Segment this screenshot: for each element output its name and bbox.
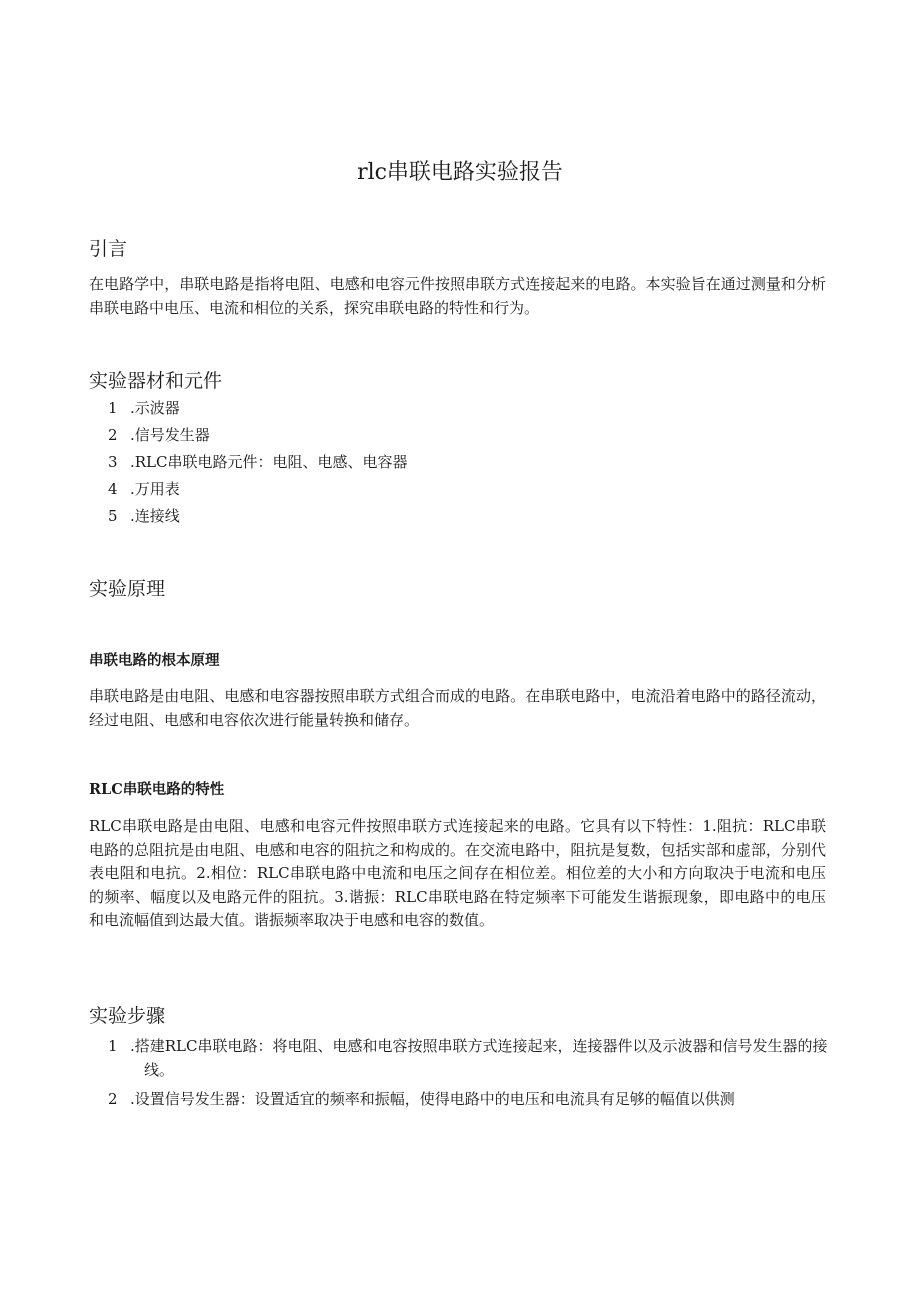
list-item (108, 478, 828, 502)
list-item-number: 3 (108, 453, 118, 471)
list-item (108, 397, 828, 421)
heading-steps: 实验步骤 (89, 1005, 166, 1027)
list-item-number: 4 (108, 480, 118, 498)
subheading-rlc-characteristics: RLC串联电路的特性 (89, 781, 225, 798)
step-number: 1 (108, 1037, 118, 1055)
step-text: .搭建RLC串联电路：将电阻、电感和电容按照串联方式连接起来，连接器件以及示波器和信号发生器的接线。 (130, 1037, 828, 1079)
list-item-number: 5 (108, 507, 118, 525)
list-item-text: .连接线 (130, 507, 180, 525)
document-title: rlc串联电路实验报告 (357, 160, 563, 185)
list-item-text: .万用表 (130, 480, 180, 498)
paragraph-intro: 在电路学中，串联电路是指将电阻、电感和电容元件按照串联方式连接起来的电路。本实验旨在通过测量和分析串联电路中电压、电流和相位的关系，探究串联电路的特性和行为。 (89, 275, 826, 317)
step-item (108, 1034, 828, 1082)
list-item (108, 424, 828, 448)
list-item (108, 505, 828, 529)
list-item-text: .RLC串联电路元件：电阻、电感、电容器 (130, 453, 408, 471)
list-item-text: .示波器 (130, 399, 180, 417)
subheading-basic-principle: 串联电路的根本原理 (89, 652, 220, 669)
heading-principle: 实验原理 (89, 578, 166, 600)
paragraph-basic-principle: 串联电路是由电阻、电感和电容器按照串联方式组合而成的电路。在串联电路中，电流沿着电路中的路径流动，经过电阻、电感和电容依次进行能量转换和储存。 (89, 687, 826, 729)
list-item-number: 2 (108, 426, 118, 444)
step-item (108, 1087, 828, 1111)
list-item-number: 1 (108, 399, 118, 417)
list-item (108, 451, 828, 475)
heading-intro: 引言 (89, 238, 128, 260)
list-item-text: .信号发生器 (130, 426, 210, 444)
heading-materials: 实验器材和元件 (89, 370, 223, 392)
step-number: 2 (108, 1090, 118, 1108)
paragraph-rlc-characteristics: RLC串联电路是由电阻、电感和电容元件按照串联方式连接起来的电路。它具有以下特性：1.阻抗：RLC串联电路的总阻抗是由电阻、电感和电容的阻抗之和构成的。在交流电路中，阻抗是复数，包括实部和虚部，分别代表电阻和电抗。2.相位：RLC串联电路中电流和电压之间存在相位差。相位差的大小和方向取决于电流和电压的频率、幅度以及电路元件的阻抗。3.谐振：RLC串联电路在特定频率下可能发生谐振现象，即电路中的电压和电流幅值到达最大值。谐振频率取决于电感和电容的数值。 (89, 817, 826, 929)
step-text: .设置信号发生器：设置适宜的频率和振幅，使得电路中的电压和电流具有足够的幅值以供测 (130, 1090, 735, 1108)
